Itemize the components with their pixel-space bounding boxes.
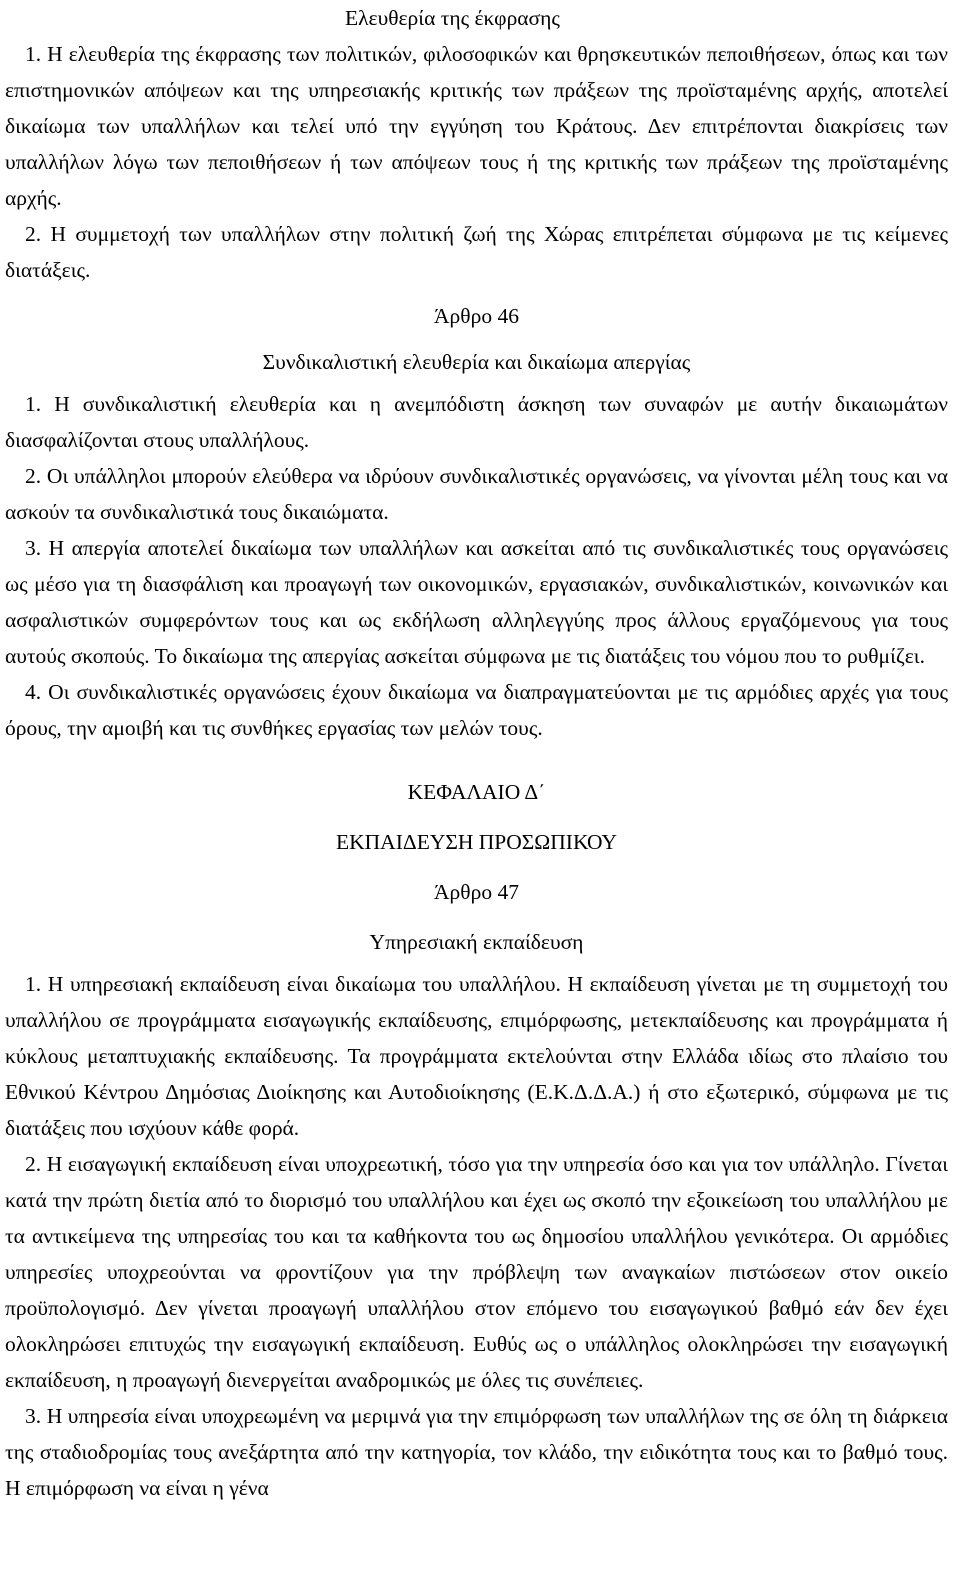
paragraph-art46-2: 2. Οι υπάλληλοι μπορούν ελεύθερα να ιδρύουν συνδικαλιστικές οργανώσεις, να γίνονται μέλη τους και να ασκούν τα συνδικαλιστικά τους δικαιώματα. [5,464,948,524]
section-title: Ελευθερία της έκφρασης [345,6,560,30]
paragraph-sec1-1: 1. Η ελευθερία της έκφρασης των πολιτικών, φιλοσοφικών και θρησκευτικών πεποιθήσεων, όπως και των επιστημονικών απόψεων και της υπηρεσιακής κριτικής των πράξεων της προϊσταμένης αρχής, αποτελεί δικαίωμα των υπαλλήλων και τελεί υπό την εγγύηση του Κράτους. Δεν επιτρέπονται διακρίσεις των υπαλλήλων λόγω των πεποιθήσεων ή των απόψεων τους ή της κριτικής των πράξεων της προϊσταμένης αρχής. [5,42,948,210]
article-46-number: Άρθρο 46 [434,304,519,328]
paragraph-art46-4: 4. Οι συνδικαλιστικές οργανώσεις έχουν δικαίωμα να διαπραγματεύονται με τις αρμόδιες αρχές για τους όρους, την αμοιβή και τις συνθήκες εργασίας των μελών τους. [5,680,948,740]
article-46-title: Συνδικαλιστική ελευθερία και δικαίωμα απεργίας [262,350,691,374]
chapter-title: ΕΚΠΑΙΔΕΥΣΗ ΠΡΟΣΩΠΙΚΟΥ [336,830,617,854]
paragraph-sec1-2: 2. Η συμμετοχή των υπαλλήλων στην πολιτική ζωή της Χώρας επιτρέπεται σύμφωνα με τις κείμενες διατάξεις. [5,222,948,282]
paragraph-art46-3: 3. Η απεργία αποτελεί δικαίωμα των υπαλλήλων και ασκείται από τις συνδικαλιστικές τους οργανώσεις ως μέσο για τη διασφάλιση και προαγωγή των οικονομικών, εργασιακών, συνδικαλιστικών, κοινωνικών και ασφαλιστικών συμφερόντων τους και ως εκδήλωση αλληλεγγύης προς άλλους εργαζόμενους για τους αυτούς σκοπούς. Το δικαίωμα της απεργίας ασκείται σύμφωνα με τις διατάξεις του νόμου που το ρυθμίζει. [5,536,948,668]
article-47-title: Υπηρεσιακή εκπαίδευση [369,930,584,954]
article-47-number: Άρθρο 47 [434,880,519,904]
paragraph-art47-2: 2. Η εισαγωγική εκπαίδευση είναι υποχρεωτική, τόσο για την υπηρεσία όσο και για τον υπάλληλο. Γίνεται κατά την πρώτη διετία από το διορισμό του υπαλλήλου και έχει ως σκοπό την εξοικείωση του υπαλλήλου με τα αντικείμενα της υπηρεσίας του και τα καθήκοντα του ως δημοσίου υπαλλήλου γενικότερα. Οι αρμόδιες υπηρεσίες υποχρεούνται να φροντίζουν για την πρόβλεψη των αναγκαίων πιστώσεων στον οικείο προϋπολογισμό. Δεν γίνεται προαγωγή υπαλλήλου στον επόμενο του εισαγωγικού βαθμό εάν δεν έχει ολοκληρώσει επιτυχώς την εισαγωγική εκπαίδευση. Ευθύς ως ο υπάλληλος ολοκληρώσει την εισαγωγική εκπαίδευση, η προαγωγή διενεργείται αναδρομικώς με όλες τις συνέπειες. [5,1152,948,1392]
paragraph-art47-3: 3. Η υπηρεσία είναι υποχρεωμένη να μεριμνά για την επιμόρφωση των υπαλλήλων της σε όλη τη διάρκεια της σταδιοδρομίας τους ανεξάρτητα από την κατηγορία, τον κλάδο, την ειδικότητα τους και το βαθμό τους. Η επιμόρφωση να είναι η γένα [5,1404,948,1500]
chapter-label: ΚΕΦΑΛΑΙΟ Δ΄ [407,780,546,804]
paragraph-art47-1: 1. Η υπηρεσιακή εκπαίδευση είναι δικαίωμα του υπαλλήλου. Η εκπαίδευση γίνεται με τη συμμετοχή του υπαλλήλου σε προγράμματα εισαγωγικής εκπαίδευσης, επιμόρφωσης, μετεκπαίδευσης και προγράμματα ή κύκλους μεταπτυχιακής εκπαίδευσης. Τα προγράμματα εκτελούνται στην Ελλάδα ιδίως στο πλαίσιο του Εθνικού Κέντρου Δημόσιας Διοίκησης και Αυτοδιοίκησης (Ε.Κ.Δ.Δ.Α.) ή στο εξωτερικό, σύμφωνα με τις διατάξεις που ισχύουν κάθε φορά. [5,972,948,1140]
paragraph-art46-1: 1. Η συνδικαλιστική ελευθερία και η ανεμπόδιστη άσκηση των συναφών με αυτήν δικαιωμάτων διασφαλίζονται στους υπαλλήλους. [5,392,948,452]
